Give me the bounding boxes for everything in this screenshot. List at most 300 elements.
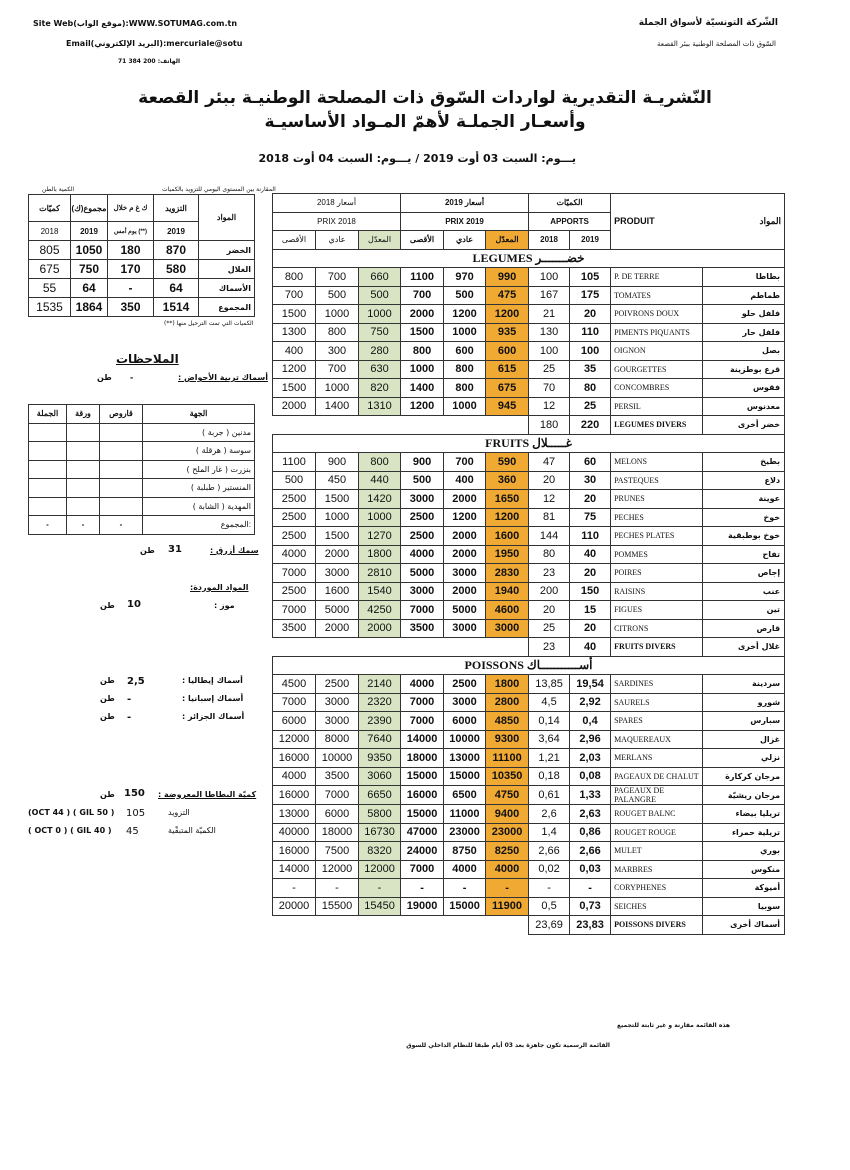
cell-p18avg: 500: [359, 286, 401, 305]
divers-row: [273, 916, 785, 935]
table-row: [273, 286, 785, 305]
product-name-fr: P. DE TERRE: [611, 268, 703, 287]
product-name-fr: PERSIL: [611, 397, 703, 416]
cell-q18: 47: [529, 453, 570, 472]
product-name-ar: فلفل حلو: [703, 305, 785, 324]
cell-q19: 20: [570, 490, 611, 509]
cell-p18avg: 8320: [359, 842, 401, 861]
phone-line: الهاتف: 200 384 71: [118, 58, 181, 65]
product-name-fr: MARBRES: [611, 860, 703, 879]
cell-p18avg: 6650: [359, 786, 401, 805]
col-q-2018: 2018: [529, 231, 570, 250]
fish-farm-label: أسماك تربية الأحواض :: [178, 373, 268, 382]
origin-hdr-jamla: الجملة: [29, 405, 67, 424]
cell-p19norm: 1200: [444, 508, 486, 527]
cell-p19max: 1100: [401, 268, 444, 287]
product-name-fr: MULET: [611, 842, 703, 861]
cell-p19max: 7000: [401, 712, 444, 731]
table-row: [273, 619, 785, 638]
product-name-fr: ROUGET BALNC: [611, 805, 703, 824]
cell-p18max: 16000: [273, 749, 316, 768]
cell-q18: 20: [529, 601, 570, 620]
cell-q19: 20: [570, 564, 611, 583]
cell-q19: 150: [570, 582, 611, 601]
product-name-ar: فلفل حار: [703, 323, 785, 342]
cell-q18: 4,5: [529, 693, 570, 712]
table-row: [273, 508, 785, 527]
cell-p19norm: 400: [444, 471, 486, 490]
origin-region: بنزرت ( غار الملح ): [143, 460, 255, 479]
summary-tazwid: 870: [154, 241, 199, 260]
cell-q18: 70: [529, 379, 570, 398]
banana-unit: طن: [100, 601, 115, 610]
cell-p19max: 1000: [401, 360, 444, 379]
cell-q18: 200: [529, 582, 570, 601]
cell-p19max: 500: [401, 471, 444, 490]
page-subtitle: وأسعـار الجملـة لأهمّ المـواد الأساسيـة: [264, 112, 586, 132]
cell-q19: 0,73: [570, 897, 611, 916]
cell-q18: 100: [529, 342, 570, 361]
table-row: [273, 675, 785, 694]
origin-empty-cell: [100, 479, 143, 498]
divers-blank: [273, 416, 529, 435]
cell-p19avg: 1800: [486, 675, 529, 694]
product-name-ar: تريلية حمراء: [703, 823, 785, 842]
summary-majmou: 64: [71, 279, 108, 298]
cell-p18norm: 700: [316, 268, 359, 287]
cell-p18avg: 820: [359, 379, 401, 398]
cell-p18max: 2500: [273, 490, 316, 509]
sum-hdr-kamiyat: كميّات: [29, 195, 71, 222]
cell-p19norm: 10000: [444, 730, 486, 749]
cell-p19avg: 475: [486, 286, 529, 305]
table-row: [273, 823, 785, 842]
product-name-fr: MAQUEREAUX: [611, 730, 703, 749]
cell-p19norm: 23000: [444, 823, 486, 842]
origin-row: [29, 423, 255, 442]
cell-p19max: 3000: [401, 490, 444, 509]
table-row: [273, 601, 785, 620]
cell-q18: 0,18: [529, 767, 570, 786]
cell-p18norm: 6000: [316, 805, 359, 824]
table-row: [273, 360, 785, 379]
cell-p19max: 15000: [401, 805, 444, 824]
cell-p18max: 20000: [273, 897, 316, 916]
cell-p19norm: 6500: [444, 786, 486, 805]
cell-q18: 3,64: [529, 730, 570, 749]
cell-q19: 105: [570, 268, 611, 287]
cell-q18: 0,14: [529, 712, 570, 731]
cell-p19avg: -: [486, 879, 529, 898]
cell-p18avg: 2140: [359, 675, 401, 694]
cell-p18avg: 750: [359, 323, 401, 342]
cell-p19max: 14000: [401, 730, 444, 749]
sum-sub-2019a: 2019: [154, 222, 199, 241]
product-name-ar: تين: [703, 601, 785, 620]
product-name-ar: خوخ: [703, 508, 785, 527]
cell-q19: 0,08: [570, 767, 611, 786]
cell-q18: 1,21: [529, 749, 570, 768]
cell-p19avg: 8250: [486, 842, 529, 861]
cell-p19norm: 11000: [444, 805, 486, 824]
cell-q18: 100: [529, 268, 570, 287]
cell-q19: 2,63: [570, 805, 611, 824]
blue-fish-label: سمك أزرق :: [210, 546, 259, 555]
table-row: [273, 471, 785, 490]
cell-p19max: 2000: [401, 305, 444, 324]
cell-p19max: 7000: [401, 860, 444, 879]
cell-p18max: 800: [273, 268, 316, 287]
origin-row: [29, 442, 255, 461]
col-avg-2019: المعدّل: [486, 231, 529, 250]
origin-empty-cell: [29, 460, 67, 479]
cell-p19max: 900: [401, 453, 444, 472]
cell-p19norm: 15000: [444, 767, 486, 786]
product-name-ar: تريليا بيضاء: [703, 805, 785, 824]
foreign-fish-value: -: [127, 712, 132, 723]
divers-blank: [273, 916, 529, 935]
potatoes-breakdown: [28, 808, 224, 842]
cell-p19max: 24000: [401, 842, 444, 861]
potatoes-code: ( OCT 0 ) ( GIL 40 ): [28, 826, 112, 835]
cell-p19norm: 15000: [444, 897, 486, 916]
origin-row: [29, 497, 255, 516]
product-name-fr: SPARES: [611, 712, 703, 731]
foreign-fish-label: أسماك إسبانيا :: [182, 694, 244, 703]
cell-p18norm: 10000: [316, 749, 359, 768]
potatoes-value: 150: [124, 788, 145, 799]
origin-region: سوسة ( هرقلة ): [143, 442, 255, 461]
summary-row: [29, 298, 255, 317]
table-row: [273, 527, 785, 546]
banana-label: موز :: [214, 601, 235, 610]
table-row: [273, 490, 785, 509]
cell-q19: 2,96: [570, 730, 611, 749]
cell-p19norm: 13000: [444, 749, 486, 768]
cell-p18avg: 630: [359, 360, 401, 379]
cell-p19max: 4000: [401, 545, 444, 564]
origin-empty-cell: [67, 423, 100, 442]
summary-kgh: 180: [108, 241, 154, 260]
summary-kamiyat: 805: [29, 241, 71, 260]
cell-q19: 0,4: [570, 712, 611, 731]
section-title: LEGUMES خضـــــــر: [273, 249, 785, 268]
product-name-fr: CONCOMBRES: [611, 379, 703, 398]
cell-p18norm: 2000: [316, 545, 359, 564]
cell-q19: 110: [570, 527, 611, 546]
table-row: [273, 693, 785, 712]
summary-kgh: 170: [108, 260, 154, 279]
prices-table-container: [272, 193, 785, 935]
origin-empty-cell: [100, 423, 143, 442]
cell-p19avg: 4850: [486, 712, 529, 731]
cell-p18norm: 1000: [316, 305, 359, 324]
cell-p18norm: 1500: [316, 490, 359, 509]
cell-q18: 12: [529, 490, 570, 509]
cell-p18avg: 16730: [359, 823, 401, 842]
cell-p19avg: 600: [486, 342, 529, 361]
table-row: [273, 749, 785, 768]
cell-q18: 0,5: [529, 897, 570, 916]
cell-q19: 2,03: [570, 749, 611, 768]
cell-q19: 0,86: [570, 823, 611, 842]
cell-p18avg: 2320: [359, 693, 401, 712]
cell-q19: 1,33: [570, 786, 611, 805]
potatoes-row-value: 45: [126, 826, 139, 837]
product-name-fr: LEGUMES DIVERS: [611, 416, 703, 435]
table-row: [273, 842, 785, 861]
imported-title: المواد الموردة:: [190, 583, 249, 592]
summary-note: الكميات التي تمت الترحيل منها (**): [164, 320, 254, 327]
cell-p19max: 47000: [401, 823, 444, 842]
cell-p19norm: 800: [444, 360, 486, 379]
cell-p18max: 500: [273, 471, 316, 490]
product-name-ar: طماطم: [703, 286, 785, 305]
cell-q18: 80: [529, 545, 570, 564]
cell-p19avg: 1950: [486, 545, 529, 564]
cell-p19max: 7000: [401, 693, 444, 712]
product-name-ar: تفاح: [703, 545, 785, 564]
origin-empty-cell: [100, 442, 143, 461]
origin-hdr-jiha: الجهة: [143, 405, 255, 424]
product-name-ar: سوبيا: [703, 897, 785, 916]
header-prices-2019: أسعار 2019: [401, 194, 529, 213]
cell-p19max: 800: [401, 342, 444, 361]
product-name-fr: SEICHES: [611, 897, 703, 916]
origin-total-row: [29, 516, 255, 535]
cell-q19: 2,66: [570, 842, 611, 861]
cell-p18max: 12000: [273, 730, 316, 749]
cell-p18norm: 12000: [316, 860, 359, 879]
origin-empty-cell: [29, 442, 67, 461]
table-row: [273, 767, 785, 786]
header-apports: APPORTS: [529, 212, 611, 231]
table-row: [273, 860, 785, 879]
cell-q18: 12: [529, 397, 570, 416]
cell-q18: 23: [529, 564, 570, 583]
cell-q18: 1,4: [529, 823, 570, 842]
foreign-fish-label: أسماك الجزائر :: [182, 712, 245, 721]
col-q-2019: 2019: [570, 231, 611, 250]
cell-p19avg: 4000: [486, 860, 529, 879]
product-name-ar: سردينة: [703, 675, 785, 694]
cell-p18max: -: [273, 879, 316, 898]
header-mawad: المواد: [703, 194, 785, 250]
cell-q19: 110: [570, 323, 611, 342]
table-row: [273, 564, 785, 583]
cell-p18max: 7000: [273, 601, 316, 620]
cell-p18max: 3500: [273, 619, 316, 638]
cell-p19norm: 6000: [444, 712, 486, 731]
cell-p18avg: 660: [359, 268, 401, 287]
potatoes-row-label: التزويد: [168, 808, 190, 817]
product-name-fr: POIVRONS DOUX: [611, 305, 703, 324]
cell-q18: 81: [529, 508, 570, 527]
col-normal-2019: عادي: [444, 231, 486, 250]
cell-p19max: 2500: [401, 527, 444, 546]
table-row: [273, 323, 785, 342]
cell-q18: 13,85: [529, 675, 570, 694]
cell-p19avg: 1600: [486, 527, 529, 546]
potatoes-row-label: الكميّة المتبقّية: [168, 826, 216, 835]
cell-p18max: 7000: [273, 564, 316, 583]
table-row: [273, 712, 785, 731]
cell-p19max: 15000: [401, 767, 444, 786]
cell-p19max: 5000: [401, 564, 444, 583]
section-title: FRUITS غـــــلال: [273, 434, 785, 453]
product-name-fr: PECHES: [611, 508, 703, 527]
cell-p19avg: 9300: [486, 730, 529, 749]
summary-kamiyat: 675: [29, 260, 71, 279]
sum-hdr-majmou: مجموع(ك): [71, 195, 108, 222]
origin-region: المهدية ( الشابة ): [143, 497, 255, 516]
cell-q18: 2,66: [529, 842, 570, 861]
cell-q19: 75: [570, 508, 611, 527]
table-row: [273, 342, 785, 361]
cell-q19: -: [570, 879, 611, 898]
cell-q18: 167: [529, 286, 570, 305]
summary-tazwid: 1514: [154, 298, 199, 317]
cell-p18avg: 440: [359, 471, 401, 490]
fish-farm-unit: طن: [97, 373, 112, 382]
table-row: [273, 730, 785, 749]
cell-p18norm: 450: [316, 471, 359, 490]
cell-p19norm: 1000: [444, 397, 486, 416]
product-name-ar: بطيخ: [703, 453, 785, 472]
cell-q19: 15: [570, 601, 611, 620]
product-name-ar: غزال: [703, 730, 785, 749]
product-name-fr: PAGEAUX DE PALANGRE: [611, 786, 703, 805]
product-name-fr: PIMENTS PIQUANTS: [611, 323, 703, 342]
cell-p19norm: 700: [444, 453, 486, 472]
summary-label: الأسماك: [199, 279, 255, 298]
cell-p18avg: 1540: [359, 582, 401, 601]
cell-q18: 25: [529, 360, 570, 379]
cell-p18avg: 3060: [359, 767, 401, 786]
origin-total-value: -: [67, 516, 100, 535]
cell-p18avg: 2390: [359, 712, 401, 731]
product-name-ar: أميوكة: [703, 879, 785, 898]
cell-p18avg: 1000: [359, 508, 401, 527]
cell-p18max: 13000: [273, 805, 316, 824]
cell-p18max: 14000: [273, 860, 316, 879]
product-name-ar: قرع بوطزينة: [703, 360, 785, 379]
cell-q19: 100: [570, 342, 611, 361]
cell-p18avg: 7640: [359, 730, 401, 749]
summary-majmou: 750: [71, 260, 108, 279]
cell-p19norm: 4000: [444, 860, 486, 879]
table-row: [273, 879, 785, 898]
cell-p19avg: 11900: [486, 897, 529, 916]
product-name-ar: سبارس: [703, 712, 785, 731]
blue-fish-unit: طن: [140, 546, 155, 555]
summary-label: الغلال: [199, 260, 255, 279]
product-name-fr: MELONS: [611, 453, 703, 472]
product-name-ar: شورو: [703, 693, 785, 712]
product-name-ar: قارص: [703, 619, 785, 638]
product-name-fr: SAURELS: [611, 693, 703, 712]
cell-p18norm: 7500: [316, 842, 359, 861]
product-name-fr: CORYPHENES: [611, 879, 703, 898]
cell-p18avg: 2810: [359, 564, 401, 583]
cell-q19: 40: [570, 638, 611, 657]
cell-p19norm: 3000: [444, 564, 486, 583]
cell-p19norm: 8750: [444, 842, 486, 861]
product-name-fr: POIRES: [611, 564, 703, 583]
cell-q18: 180: [529, 416, 570, 435]
cell-q18: 25: [529, 619, 570, 638]
cell-q19: 2,92: [570, 693, 611, 712]
cell-p19max: 3000: [401, 582, 444, 601]
cell-p18max: 4000: [273, 545, 316, 564]
cell-p18avg: 1270: [359, 527, 401, 546]
cell-p18max: 16000: [273, 786, 316, 805]
product-name-ar: إجاص: [703, 564, 785, 583]
foreign-fish-list: [90, 676, 256, 736]
origin-row: [29, 460, 255, 479]
table-row: [273, 453, 785, 472]
header-quantities: الكميّات: [529, 194, 611, 213]
product-name-ar: منكوس: [703, 860, 785, 879]
product-name-fr: POISSONS DIVERS: [611, 916, 703, 935]
origin-empty-cell: [29, 479, 67, 498]
product-name-ar: عوينة: [703, 490, 785, 509]
product-name-ar: بوري: [703, 842, 785, 861]
product-name-ar: خضر أخرى: [703, 416, 785, 435]
cell-q19: 20: [570, 619, 611, 638]
origin-empty-cell: [29, 423, 67, 442]
cell-p18norm: 300: [316, 342, 359, 361]
cell-p19norm: 1200: [444, 305, 486, 324]
table-row: [273, 305, 785, 324]
potatoes-row-value: 105: [126, 808, 146, 819]
col-max-2018: الأقصى: [273, 231, 316, 250]
cell-p19avg: 4600: [486, 601, 529, 620]
cell-p19max: 19000: [401, 897, 444, 916]
cell-q18: 21: [529, 305, 570, 324]
header-prix-2018: PRIX 2018: [273, 212, 401, 231]
sum-sub-2018: 2018: [29, 222, 71, 241]
cell-p19norm: 2000: [444, 490, 486, 509]
cell-p18norm: 3500: [316, 767, 359, 786]
cell-p19avg: 2830: [486, 564, 529, 583]
cell-p19avg: 3000: [486, 619, 529, 638]
table-row: [273, 897, 785, 916]
cell-p18max: 40000: [273, 823, 316, 842]
product-name-fr: PECHES PLATES: [611, 527, 703, 546]
product-name-fr: POMMES: [611, 545, 703, 564]
cell-p18max: 400: [273, 342, 316, 361]
divers-blank: [273, 638, 529, 657]
cell-p18norm: 3000: [316, 693, 359, 712]
product-name-ar: خوخ بوطبقية: [703, 527, 785, 546]
cell-p19max: 1400: [401, 379, 444, 398]
cell-q19: 20: [570, 305, 611, 324]
cell-p18max: 1500: [273, 305, 316, 324]
cell-p18max: 1500: [273, 379, 316, 398]
prices-table: [272, 193, 785, 935]
cell-p19max: 1500: [401, 323, 444, 342]
header-prix-2019: PRIX 2019: [401, 212, 529, 231]
cell-p18norm: 5000: [316, 601, 359, 620]
divers-row: [273, 416, 785, 435]
origin-empty-cell: [67, 479, 100, 498]
summary-kamiyat: 1535: [29, 298, 71, 317]
cell-p18max: 2500: [273, 508, 316, 527]
page-title: النّشريـة التقديرية لواردات السّوق ذات المصلحة الوطنيـة ببئر القصعة: [138, 88, 712, 108]
summary-label: الخضر: [199, 241, 255, 260]
cell-p18norm: 18000: [316, 823, 359, 842]
